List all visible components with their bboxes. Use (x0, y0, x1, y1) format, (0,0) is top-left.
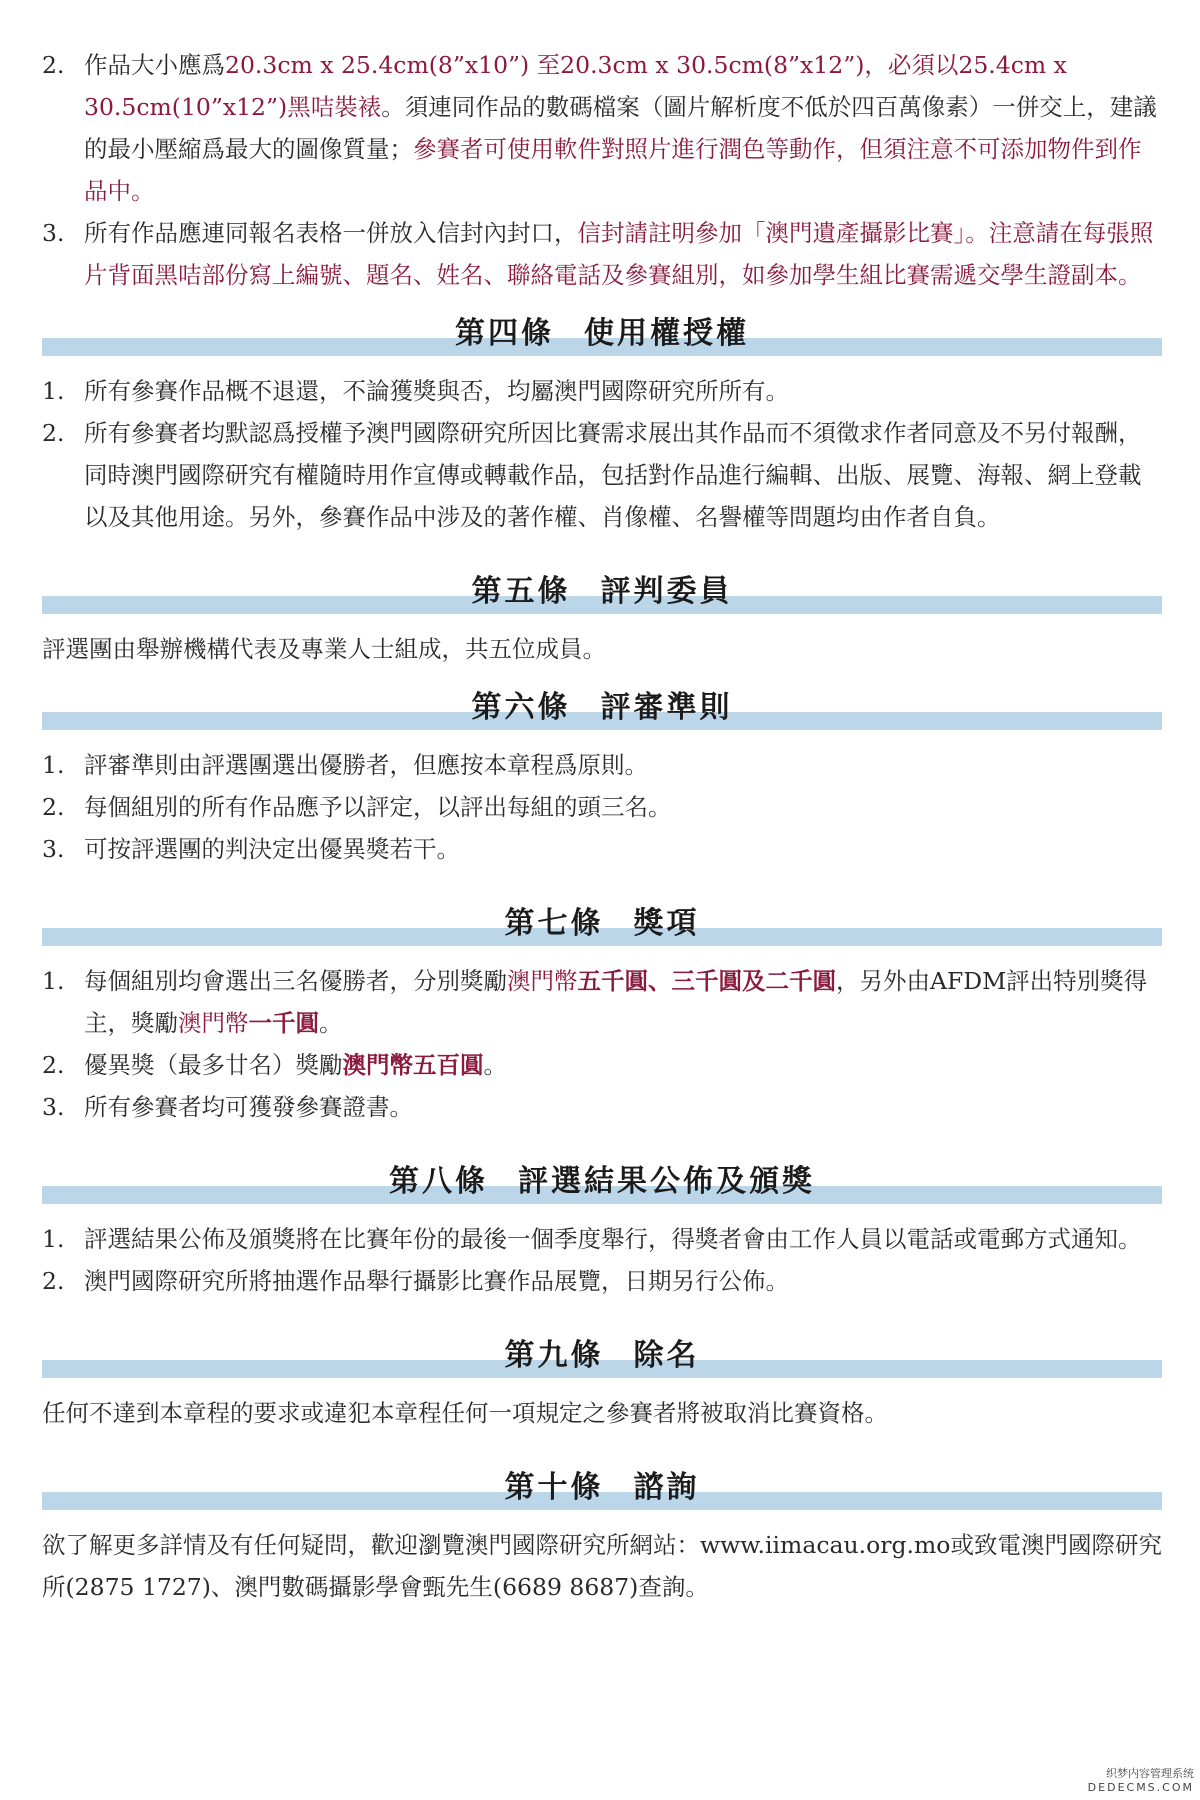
watermark-line: DEDECMS.COM (1087, 1781, 1194, 1794)
section-title: 第四條 使用權授權 (455, 316, 749, 351)
highlighted-text: 參賽者可使用軟件對照片進行潤色等動作，但須注意不可添加物件到作品中。 (84, 135, 1142, 205)
section-title: 第六條 評審準則 (471, 690, 733, 725)
requirements-list (42, 44, 1162, 296)
prizes-list (42, 960, 1162, 1128)
list-item (42, 1086, 1162, 1128)
list-item: 2. 每個組別的所有作品應予以評定，以評出每組的頭三名。 (42, 793, 672, 821)
text-run: 。 (483, 1051, 507, 1079)
list-item: 2. 澳門國際研究所將抽選作品舉行攝影比賽作品展覽，日期另行公佈。 (42, 1267, 789, 1295)
list-item (42, 44, 1162, 212)
list-number: 2. (42, 1051, 65, 1079)
paragraph: 任何不達到本章程的要求或違犯本章程任何一項規定之參賽者將被取消比賽資格。 (42, 1399, 888, 1427)
highlighted-text: 五千圓、三千圓及二千圓 (577, 967, 836, 995)
text-run: 所有參賽者均可獲發參賽證書。 (84, 1093, 413, 1121)
watermark-line: 织梦内容管理系统 (1106, 1767, 1194, 1780)
list-item: 1. 評選結果公佈及頒獎將在比賽年份的最後一個季度舉行，得獎者會由工作人員以電話或電郵方式通知。 (42, 1225, 1142, 1253)
section-title: 第五條 評判委員 (471, 574, 733, 609)
paragraph: 評選團由舉辦機構代表及專業人士組成，共五位成員。 (42, 635, 606, 663)
section-header-8 (42, 1156, 1162, 1208)
section-header-4 (42, 308, 1162, 360)
section-header-10 (42, 1462, 1162, 1514)
text-run: 優異獎（最多廿名）獎勵 (84, 1051, 343, 1079)
highlighted-text: 信封請註明參加「澳門遺產攝影比賽」。注意請在每張照片背面黑咭部份寫上編號、題名、姓名、聯絡電話及參賽組別，如參加學生組比賽需遞交學生證副本。 (84, 219, 1154, 289)
text-run: 所有作品應連同報名表格一併放入信封內封口， (84, 219, 578, 247)
list-item: 3. 可按評選團的判決定出優異獎若干。 (42, 835, 460, 863)
section-header-6 (42, 682, 1162, 734)
section-title: 第九條 除名 (504, 1338, 700, 1373)
list-item (42, 212, 1162, 296)
watermark (1088, 1765, 1194, 1794)
text-run: ，另外由AFDM評出特別獎得主，獎勵 (84, 967, 1148, 1037)
list-item (42, 960, 1162, 1044)
text-run: 作品大小應爲 (84, 51, 225, 79)
list-item: 1. 所有參賽作品概不退還，不論獲獎與否，均屬澳門國際研究所所有。 (42, 377, 789, 405)
text-run: 每個組別均會選出三名優勝者，分別獎勵 (84, 967, 507, 995)
highlighted-text: 澳門幣 (507, 967, 578, 995)
highlighted-text: 20.3cm x 25.4cm(8”x10”) 至20.3cm x 30.5cm(8”x12”)，必須以25.4cm x 30.5cm(10”x12”)黑咭裝裱 (84, 51, 1067, 121)
list-number: 2. (42, 51, 65, 79)
list-number: 3. (42, 219, 65, 247)
document-page (42, 44, 1162, 1608)
contact-paragraph: 欲了解更多詳情及有任何疑問，歡迎瀏覽澳門國際研究所網站：www.iimacau.org.mo或致電澳門國際研究所(2875 1727)、澳門數碼攝影學會甄先生(6689 8687)查詢。 (42, 1531, 1162, 1601)
text-run: 。 (319, 1009, 343, 1037)
highlighted-text: 一千圓 (248, 1009, 319, 1037)
list-item (42, 1044, 1162, 1086)
list-item: 2. 所有參賽者均默認爲授權予澳門國際研究所因比賽需求展出其作品而不須徵求作者同意及不另付報酬，同時澳門國際研究有權隨時用作宣傳或轉載作品，包括對作品進行編輯、出版、展覽、海報、網上登載以及其他用途。另外，參賽作品中涉及的著作權、肖像權、名譽權等問題均由作者自負。 (42, 419, 1142, 531)
list-number: 3. (42, 1093, 65, 1121)
highlighted-text: 澳門幣 (178, 1009, 249, 1037)
section-header-5 (42, 566, 1162, 618)
section-title: 第十條 諮詢 (504, 1470, 700, 1505)
section-title: 第七條 獎項 (504, 906, 700, 941)
list-number: 1. (42, 967, 65, 995)
highlighted-text: 澳門幣五百圓 (342, 1051, 484, 1079)
section-header-7 (42, 898, 1162, 950)
list-item: 1. 評審準則由評選團選出優勝者，但應按本章程爲原則。 (42, 751, 648, 779)
section-header-9 (42, 1330, 1162, 1382)
text-run: 。須連同作品的數碼檔案（圖片解析度不低於四百萬像素）一併交上，建議的最小壓縮爲最大的圖像質量； (84, 93, 1157, 163)
section-title: 第八條 評選結果公佈及頒獎 (389, 1164, 815, 1199)
